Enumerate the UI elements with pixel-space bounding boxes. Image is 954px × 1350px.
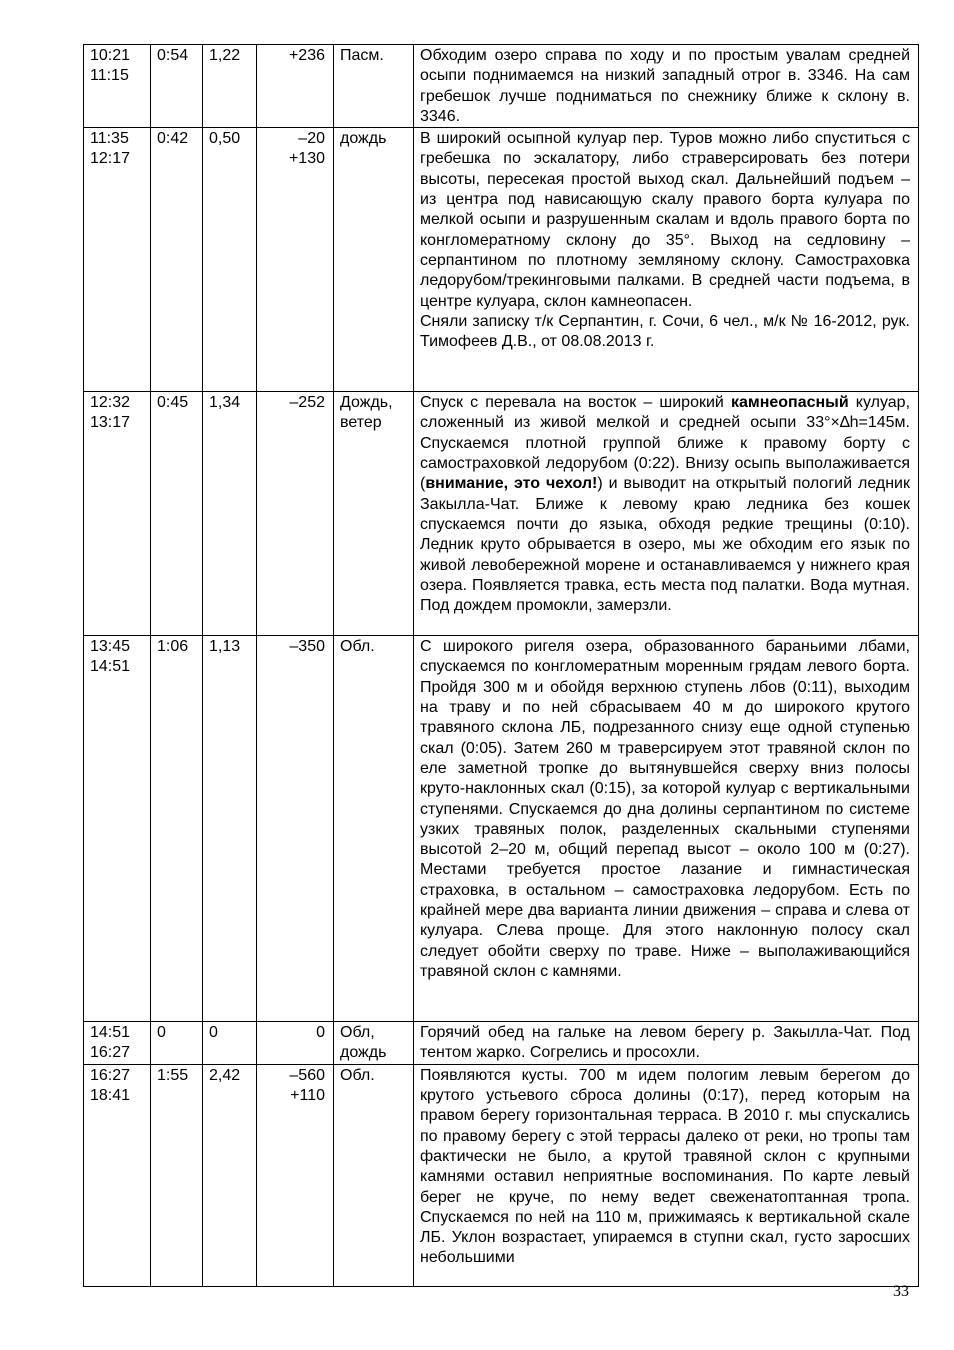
- description-paragraph: [420, 1066, 910, 1269]
- time-cell: [84, 45, 151, 128]
- table-row: [84, 128, 919, 392]
- description-paragraph: [420, 637, 910, 982]
- description-cell: [414, 392, 919, 636]
- time-end: 11:15: [90, 67, 129, 85]
- elevation-cell: [257, 636, 334, 1022]
- time-start: 16:27: [90, 1066, 131, 1084]
- description-cell: [414, 1022, 919, 1065]
- description-paragraph: [420, 1023, 910, 1064]
- duration-cell: 1:06: [151, 636, 203, 1022]
- description-paragraph: [420, 393, 910, 616]
- description-text: ) и выводит на открытый пологий ледник Закылла-Чат. Ближе к левому краю ледника без кошек спускаемся почти до языка, обходя редкие трещины (0:10). Ледник круто обрывается в озеро, мы же обходим его язык по живой левобережной морене и останавливаемся у нижнего края озера. Появляется травка, есть места под палатки. Вода мутная. Под дождем промокли, замерзли.: [420, 475, 910, 615]
- elevation-value: –20: [298, 130, 325, 148]
- time-cell: [84, 1022, 151, 1065]
- time-cell: [84, 1064, 151, 1286]
- elevation-cell: [257, 392, 334, 636]
- elevation-value: –560: [289, 1066, 325, 1084]
- emphasized-text: внимание, это чехол!: [425, 475, 598, 493]
- description-text: Появляются кусты. 700 м идем пологим левым берегом до крутого устьевого сброса долины (0:17), перед которым на правом берегу горизонтальная терраса. В 2010 г. мы спускались по правому берегу с этой террасы далеко от реки, но тропы там фактически не было, а крутой травяной склон с крупными камнями оставил неприятные воспоминания. По карте левый берег не круче, по нему ведет свеженатоптанная тропа. Спускаемся по ней на 110 м, прижимаясь к вертикальной скале ЛБ. Уклон возрастает, упираемся в ступни скал, густо заросших небольшими: [420, 1066, 910, 1267]
- description-paragraph: [420, 129, 910, 312]
- description-cell: [414, 45, 919, 128]
- time-start: 13:45: [90, 638, 131, 656]
- elevation-value: +236: [288, 47, 325, 64]
- description-cell: [414, 128, 919, 392]
- distance-cell: 1,22: [203, 45, 257, 128]
- description-text: Спуск с перевала на восток – широкий: [420, 394, 731, 412]
- description-text: кулуар, сложенный из живой мелкой и средней осыпи 33°×∆h=145м. Спускаемся плотной группой ближе к правому борту с самостраховкой ледорубом (0:22). Внизу осыпь выполаживается (: [420, 394, 911, 493]
- description-text: Горячий обед на гальке на левом берегу р. Закылла-Чат. Под тентом жарко. Согрелись и просохли.: [420, 1024, 910, 1062]
- distance-cell: 1,13: [203, 636, 257, 1022]
- table-row: [84, 1064, 919, 1286]
- distance-cell: 1,34: [203, 392, 257, 636]
- weather-cell: дождь: [334, 128, 414, 392]
- time-end: 12:17: [90, 150, 131, 168]
- distance-cell: 0,50: [203, 128, 257, 392]
- weather-cell: Обл.: [334, 636, 414, 1022]
- description-text: Сняли записку т/к Серпантин, г. Сочи, 6 чел., м/к № 16-2012, рук. Тимофеев Д.В., от 08.08.2013 г.: [420, 312, 910, 351]
- time-cell: [84, 636, 151, 1022]
- elevation-cell: [257, 128, 334, 392]
- time-start: 11:35: [90, 130, 129, 148]
- weather-cell: Дождь, ветер: [334, 392, 414, 636]
- table-row: [84, 392, 919, 636]
- elevation-value: 0: [316, 1024, 325, 1042]
- duration-cell: 0: [151, 1022, 203, 1065]
- elevation-value: –252: [289, 394, 325, 412]
- table-row: [84, 45, 919, 128]
- description-cell: [414, 1064, 919, 1286]
- elevation-cell: [257, 1064, 334, 1286]
- time-end: 18:41: [90, 1087, 131, 1105]
- elevation-value: +110: [290, 1087, 325, 1105]
- time-end: 14:51: [90, 658, 131, 676]
- time-end: 13:17: [90, 414, 131, 432]
- time-cell: [84, 128, 151, 392]
- description-text: В широкий осыпной кулуар пер. Туров можно либо спуститься с гребешка по эскалатору, либо страверсировать без потери высоты, пересекая простой выход скал. Дальнейший подъем – из центра под нависающую скалу правого борта кулуара по мелкой осыпи и разрушенным скалам и вдоль правого борта по конгломератному склону до 35°. Выход на седловину – серпантином по плотному земляному склону. Самостраховка ледорубом/трекинговыми палками. В средней части подъема, в центре кулуара, склон камнеопасен.: [420, 130, 910, 310]
- description-cell: [414, 636, 919, 1022]
- table-row: [84, 1022, 919, 1065]
- duration-cell: 0:54: [151, 45, 203, 128]
- description-paragraph: [420, 46, 910, 127]
- weather-cell: Обл.: [334, 1064, 414, 1286]
- table-row: [84, 636, 919, 1022]
- emphasized-text: камнеопасный: [730, 394, 849, 412]
- duration-cell: 0:45: [151, 392, 203, 636]
- elevation-value: –350: [289, 638, 325, 656]
- page-number: 33: [893, 1283, 909, 1300]
- time-start: 14:51: [90, 1024, 131, 1042]
- route-table-body: [84, 45, 919, 1287]
- route-table: [83, 44, 919, 1287]
- time-start: 10:21: [90, 47, 131, 64]
- distance-cell: 2,42: [203, 1064, 257, 1286]
- time-start: 12:32: [90, 394, 131, 412]
- elevation-cell: [257, 1022, 334, 1065]
- weather-cell: Пасм.: [334, 45, 414, 128]
- description-text: С широкого ригеля озера, образованного бараньими лбами, спускаемся по конгломератным моренным грядам левого борта. Пройдя 300 м и обойдя верхнюю ступень лбов (0:11), выходим на траву и по ней сбрасываем 40 м до широкого крутого травяного склона ЛБ, подрезанного снизу еще одной ступенью скал (0:05). Затем 260 м траверсируем этот травяной склон по еле заметной тропке до вытянувшейся сверху вниз полосы круто-наклонных скал (0:15), за которой кулуар с вертикальными ступенями. Спускаемся до дна долины серпантином по системе узких травяных полок, разделенных скальными ступенями высотой 2–20 м, общий перепад высот – около 100 м (0:27). Местами требуется простое лазание и гимнастическая страховка, в остальном – самостраховка ледорубом. Есть по крайней мере два варианта линии движения – справа и слева от кулуара. Слева проще. Для этого наклонную полосу скал следует обойти сверху по траве. Ниже – выполаживающийся травяной склон с камнями.: [420, 638, 910, 980]
- elevation-value: +130: [288, 150, 325, 168]
- duration-cell: 0:42: [151, 128, 203, 392]
- weather-cell: Обл, дождь: [334, 1022, 414, 1065]
- duration-cell: 1:55: [151, 1064, 203, 1286]
- description-paragraph: [420, 312, 910, 353]
- elevation-cell: [257, 45, 334, 128]
- description-text: Обходим озеро справа по ходу и по простым увалам средней осыпи поднимаемся на низкий западный отрог в. 3346. На сам гребешок лучше подниматься по снежнику ближе к склону в. 3346.: [420, 47, 910, 125]
- time-end: 16:27: [90, 1044, 131, 1062]
- time-cell: [84, 392, 151, 636]
- distance-cell: 0: [203, 1022, 257, 1065]
